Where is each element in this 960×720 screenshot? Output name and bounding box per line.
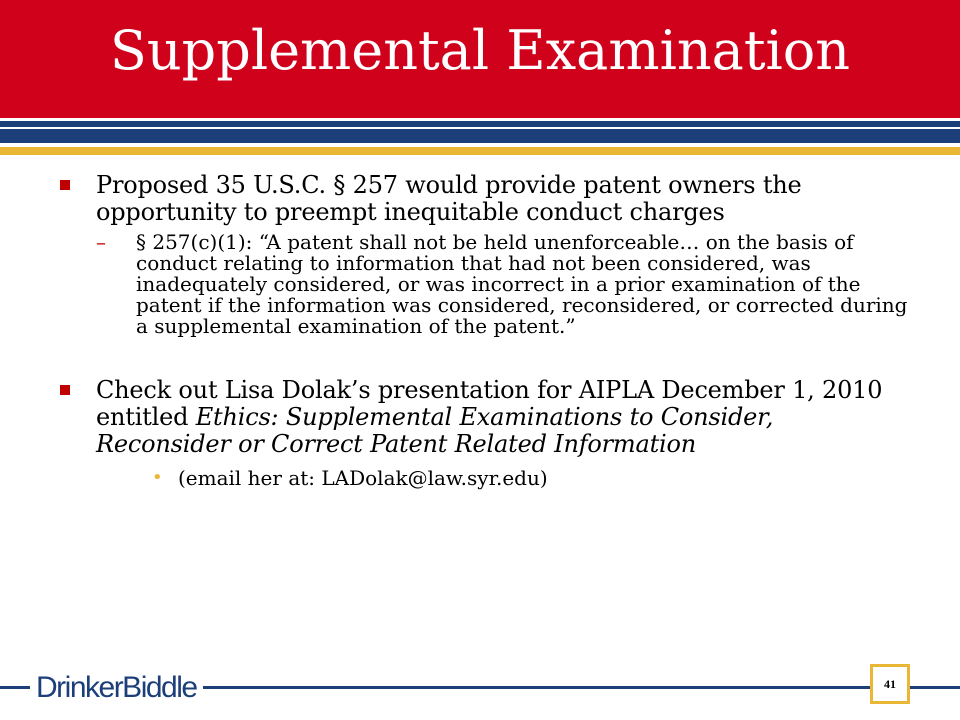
page-number: 41 — [870, 664, 910, 704]
dot-bullet-icon: • — [152, 467, 163, 488]
drinkerbiddle-logo: DrinkerBiddle — [30, 672, 203, 704]
header-stripe-navy-thick — [0, 129, 960, 143]
slide-title: Supplemental Examination — [109, 19, 851, 82]
header-stripe-gold — [0, 147, 960, 155]
sub-bullet-text: § 257(c)(1): “A patent shall not be held unenforceable… on the basis of conduct relating to information that had not been considered, was inadequately considered, or was incorrect in a prior examination of the patent if the information was considered, reconsidered, or corrected during a supplemental examination of the patent.” — [136, 230, 908, 338]
header-stripe-navy-thin — [0, 121, 960, 127]
sub-bullet-text: (email her at: LADolak@law.syr.edu) — [178, 466, 548, 490]
presentation-title: Ethics: Supplemental Examinations to Consider, Reconsider or Correct Patent Related Information — [96, 403, 774, 458]
square-bullet-icon — [60, 180, 70, 190]
bullet-item — [60, 172, 910, 226]
sub-bullet-item — [152, 466, 910, 490]
bullet-text: Check out Lisa Dolak’s presentation for AIPLA December 1, 2010 entitled — [96, 376, 883, 431]
square-bullet-icon — [60, 385, 70, 395]
slide-body — [60, 172, 910, 490]
bullet-text: Proposed 35 U.S.C. § 257 would provide patent owners the opportunity to preempt inequitable conduct charges — [96, 171, 802, 226]
bullet-item — [60, 377, 910, 458]
sub-bullet-item — [96, 232, 910, 337]
dash-bullet-icon: – — [96, 230, 106, 254]
